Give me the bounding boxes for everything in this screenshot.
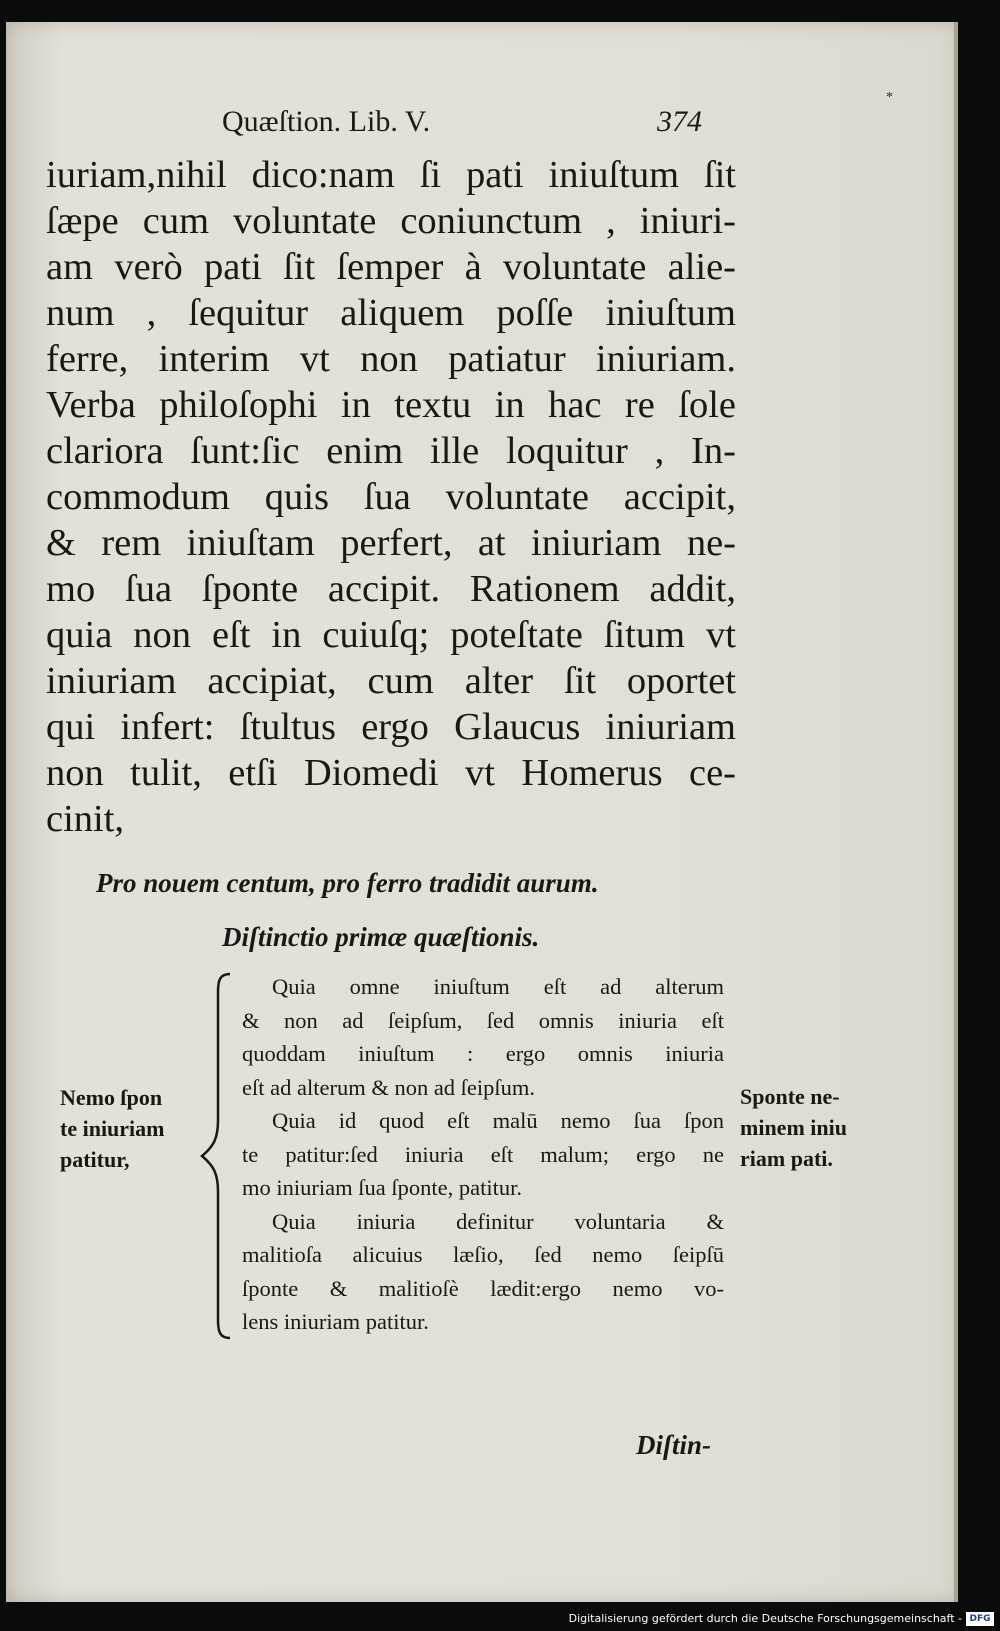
digitization-footer xyxy=(0,1603,1000,1631)
text-line: quia non eſt in cuiuſq; poteſtate ſitum vt xyxy=(46,614,736,656)
text-line: ſæpe cum voluntate coniunctum , iniuri- xyxy=(46,200,736,242)
margin-note-right xyxy=(740,1081,910,1174)
text-line: qui infert: ſtultus ergo Glaucus iniuriam xyxy=(46,706,736,748)
text-line: ferre, interim vt non patiatur iniuriam. xyxy=(46,338,736,380)
reason-line: malitioſa alicuius læſio, ſed nemo ſeipſū xyxy=(242,1242,724,1267)
text-line: mo ſua ſponte accipit. Rationem addit, xyxy=(46,568,736,610)
text-line: clariora ſunt:ſic enim ille loquitur , In- xyxy=(46,430,736,472)
reason-line: eſt ad alterum & non ad ſeipſum. xyxy=(242,1074,536,1100)
margin-note-line: te iniuriam xyxy=(60,1116,165,1141)
catchword: Diſtin- xyxy=(636,1430,712,1460)
corner-mark: * xyxy=(886,90,893,105)
text-line: iuriam,nihil dico:nam ſi pati iniuſtum ſit xyxy=(46,154,736,196)
reason-line: Quia id quod eſt malū nemo ſua ſpon xyxy=(272,1108,724,1133)
text-line: am verò pati ſit ſemper à voluntate alie- xyxy=(46,246,736,288)
reason-line: mo iniuriam ſua ſponte, patitur. xyxy=(242,1175,522,1200)
curly-brace xyxy=(200,970,240,1342)
margin-note-line: Sponte ne- xyxy=(740,1084,840,1109)
reason-line: te patitur:ſed iniuria eſt malum; ergo ne xyxy=(242,1141,724,1167)
reason-line: & non ad ſeipſum, ſed omnis iniuria eſt xyxy=(242,1007,724,1033)
running-head xyxy=(222,105,722,145)
funding-credit: Digitalisierung gefördert durch die Deutsche Forschungsgemeinschaft - xyxy=(568,1612,962,1625)
reason-line: Quia iniuria definitur voluntaria & xyxy=(272,1208,724,1234)
margin-note-line: Nemo ſpon xyxy=(60,1085,163,1110)
reason-line: lens iniuriam patitur. xyxy=(242,1309,429,1334)
text-line: commodum quis ſua voluntate accipit, xyxy=(46,476,736,518)
text-line: Verba philoſophi in textu in hac re ſole xyxy=(46,384,736,426)
running-title: Quæſtion. Lib. V. xyxy=(222,105,431,138)
text-line: non tulit, etſi Diomedi vt Homerus ce- xyxy=(46,752,736,794)
margin-note-line: minem iniu xyxy=(740,1115,847,1140)
main-text-block xyxy=(46,152,736,842)
reason-line: quoddam iniuſtum : ergo omnis iniuria xyxy=(242,1041,724,1066)
text-line: cinit, xyxy=(46,798,125,840)
text-line: num , ſequitur aliquem poſſe iniuſtum xyxy=(46,292,736,334)
verse-quotation: Pro nouem centum, pro ferro tradidit aurum. xyxy=(96,868,599,898)
page-number: 374 xyxy=(657,105,702,138)
page-edge xyxy=(954,22,958,1602)
dfg-logo: DFG xyxy=(966,1612,994,1626)
margin-note-line: riam pati. xyxy=(740,1146,833,1171)
reason-line: Quia omne iniuſtum eſt ad alterum xyxy=(272,974,724,999)
reason-line: ſponte & malitioſè lædit:ergo nemo vo- xyxy=(242,1275,724,1301)
margin-note-left xyxy=(60,1082,210,1175)
reasons-list xyxy=(242,970,724,1339)
text-line: & rem iniuſtam perfert, at iniuriam ne- xyxy=(46,522,736,564)
margin-note-line: patitur, xyxy=(60,1147,130,1172)
text-line: iniuriam accipiat, cum alter ſit oportet xyxy=(46,660,736,702)
section-heading: Diſtinctio primæ quæſtionis. xyxy=(222,922,540,952)
